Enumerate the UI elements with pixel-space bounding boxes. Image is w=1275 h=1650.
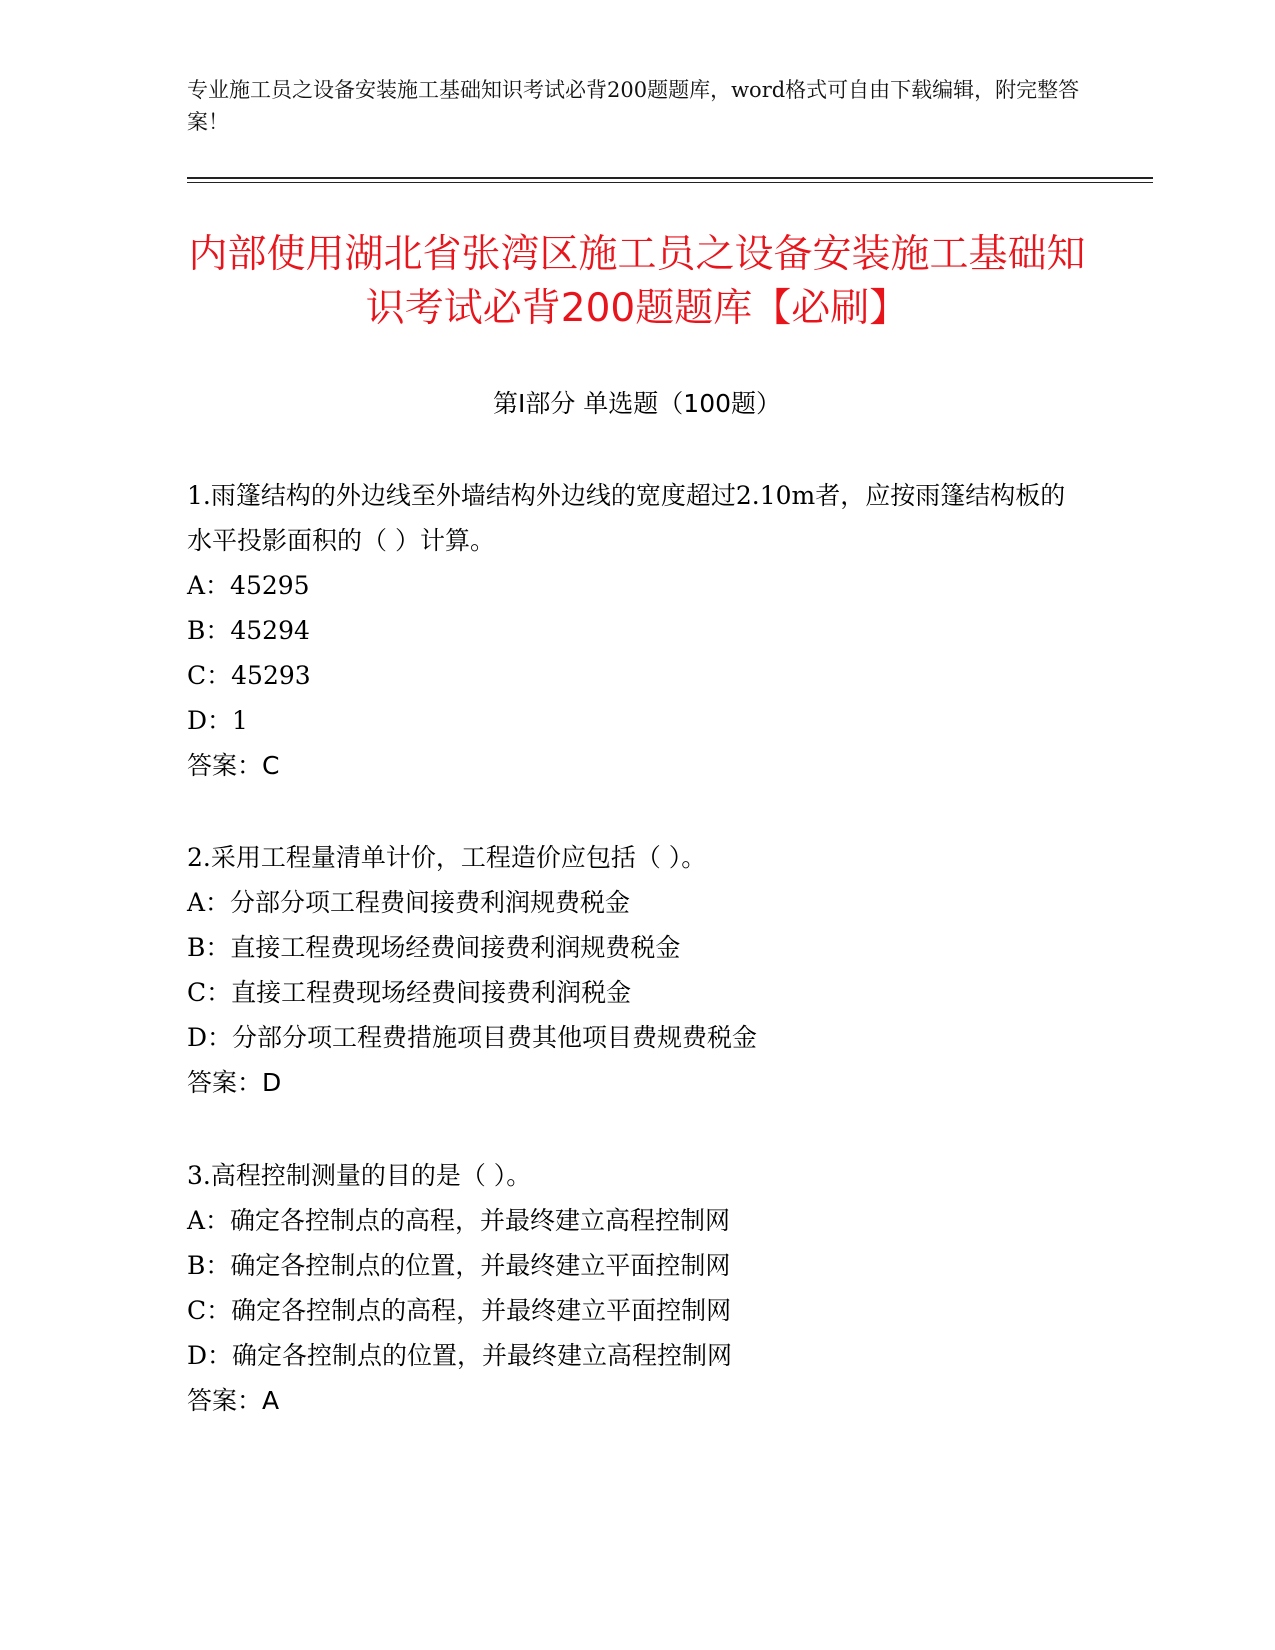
option-d: D：分部分项工程费措施项目费其他项目费规费税金 — [187, 1023, 758, 1052]
document-title: 内部使用湖北省张湾区施工员之设备安装施工基础知识考试必背200题题库【必刷】 — [188, 232, 1086, 331]
question-1 — [187, 473, 1077, 788]
question-stem: 3.高程控制测量的目的是（ ）。 — [187, 1161, 532, 1190]
question-stem: 2.采用工程量清单计价，工程造价应包括（ ）。 — [187, 843, 707, 872]
option-c: C：直接工程费现场经费间接费利润税金 — [187, 978, 632, 1007]
option-b: B：确定各控制点的位置，并最终建立平面控制网 — [187, 1251, 731, 1280]
question-2 — [187, 835, 1077, 1105]
header-note: 专业施工员之设备安装施工基础知识考试必背200题题库，word格式可自由下载编辑，附完整答案！ — [187, 78, 1080, 134]
option-c: C：45293 — [187, 661, 311, 690]
option-c: C：确定各控制点的高程，并最终建立平面控制网 — [187, 1296, 732, 1325]
question-3 — [187, 1153, 1077, 1423]
answer: 答案：A — [187, 1386, 280, 1415]
section-heading: 第Ⅰ部分 单选题（100题） — [492, 389, 782, 418]
option-b: B：直接工程费现场经费间接费利润规费税金 — [187, 933, 681, 962]
header-divider-thin — [187, 182, 1153, 183]
header-divider-thick — [187, 177, 1153, 179]
answer: 答案：C — [187, 751, 280, 780]
option-a: A：45295 — [187, 571, 310, 600]
option-a: A：确定各控制点的高程，并最终建立高程控制网 — [187, 1206, 731, 1235]
answer: 答案：D — [187, 1068, 282, 1097]
option-b: B：45294 — [187, 616, 310, 645]
option-d: D：确定各控制点的位置，并最终建立高程控制网 — [187, 1341, 733, 1370]
option-a: A：分部分项工程费间接费利润规费税金 — [187, 888, 631, 917]
option-d: D：1 — [187, 706, 248, 735]
question-stem: 1.雨篷结构的外边线至外墙结构外边线的宽度超过2.10m者，应按雨篷结构板的水平投影面积的（ ）计算。 — [187, 481, 1066, 555]
